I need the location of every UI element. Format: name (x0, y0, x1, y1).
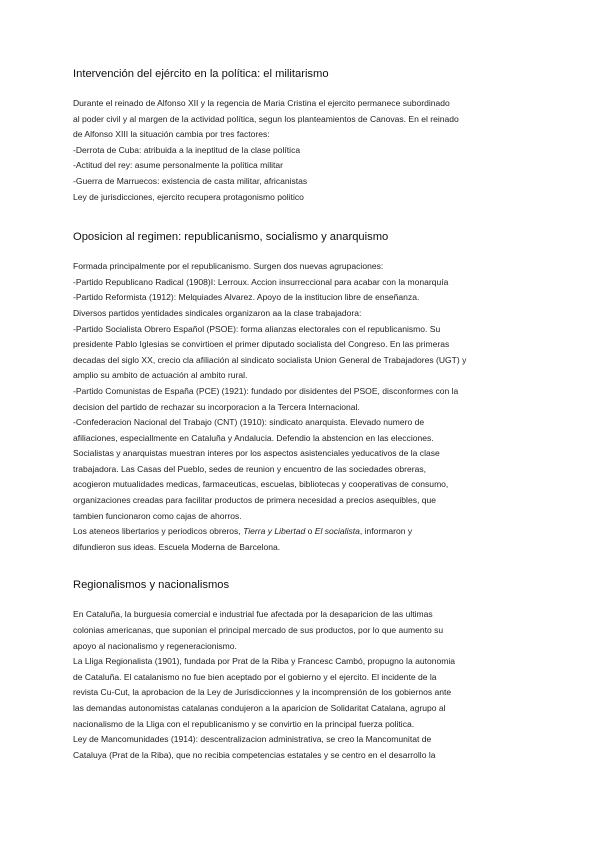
text-line: -Confederacion Nacional del Trabajo (CNT) (1910): sindicato anarquista. Elevado numero de (73, 417, 425, 428)
text-line: Ley de jurisdicciones, ejercito recupera protagonismo politico (73, 191, 304, 202)
text-fragment: , informaron y (359, 526, 413, 537)
text-line: presidente Pablo Iglesias se convirtioen el primer diputado socialista del Congreso. En las primeras (73, 339, 450, 350)
text-line: de Cataluña. El catalanismo no fue bien aceptado por el gobierno y el ejercito. El incidente de la (73, 671, 437, 682)
text-line: nacionalismo de la Lliga con el republicanismo y se convirtio en la principal fuerza politica. (73, 718, 415, 729)
text-line: amplio su ambito de actuación al ambito rural. (73, 370, 248, 381)
text-line: apoyo al nacionalismo y regeneracionismo. (73, 640, 237, 651)
text-fragment: o (305, 526, 315, 537)
text-line: decadas del siglo XX, crecio cla afiliación al sindicato socialista Union General de Trabajadores (UGT) y (73, 354, 467, 365)
text-line: trabajadora. Las Casas del Pueblo, sedes de reunion y encuentro de las sociedades obreras, (73, 463, 427, 474)
text-line: colonias americanas, que suponian el principal mercado de sus productos, por lo que aumento su (73, 625, 444, 636)
text-line: al poder civil y al margen de la actividad política, segun los planteamientos de Canovas. En el reinado (73, 113, 459, 124)
text-line: Ley de Mancomunidades (1914): descentralizacion administrativa, se creo la Mancomunitat de (73, 734, 432, 745)
text-line: Diversos partidos yentidades sindicales organizaron aa la clase trabajadora: (73, 307, 362, 318)
text-line: Durante el reinado de Alfonso XII y la regencia de Maria Cristina el ejercito permanece subordinado (73, 98, 450, 108)
text-line: tambien funcionaron como cajas de ahorros. (73, 510, 242, 521)
section-paragraphs (73, 96, 533, 205)
section-regionalismos (73, 577, 533, 763)
text-line: de Alfonso XIII la situación cambia por tres factores: (73, 129, 270, 140)
section-paragraphs (73, 259, 533, 524)
text-line: Formada principalmente por el republicanismo. Surgen dos nuevas agrupaciones: (73, 261, 384, 272)
section-militarismo (73, 66, 533, 205)
section-oposicion (73, 229, 533, 555)
text-line: revista Cu-Cut, la aprobacion de la Ley de Jurisdiccionnes y la incomprensión de los gobiernos ante (73, 687, 452, 698)
text-line-with-titles (73, 524, 533, 540)
text-line: La Lliga Regionalista (1901), fundada por Prat de la Riba y Francesc Cambó, propugno la autonomia (73, 656, 455, 667)
section-heading: Intervención del ejército en la política: el militarismo (73, 68, 329, 80)
text-line: las demandas autonomistas catalanas condujeron a la aparicion de Solidaritat Catalana, agrupo al (73, 703, 446, 713)
text-line: Socialistas y anarquistas muestran interes por los aspectos asistenciales yeducativos de la clase (73, 448, 440, 459)
text-line: -Guerra de Marruecos: existencia de casta militar, africanistas (73, 175, 308, 186)
text-line: decision del partido de rechazar su incorporacion a la Tercera Internacional. (73, 401, 360, 412)
text-line: -Partido Reformista (1912): Melquiades Alvarez. Apoyo de la institucion libre de enseñanza. (73, 292, 420, 303)
text-line: -Actitud del rey: asume personalmente la política militar (73, 160, 283, 171)
text-line: -Partido Republicano Radical (1908)I: Lerroux. Accion insurreccional para acabar con la monarquía (73, 276, 449, 287)
text-line: acogieron mutualidades medicas, farmaceuticas, escuelas, bibliotecas y cooperativas de consumo, (73, 479, 449, 490)
section-paragraphs (73, 607, 533, 763)
text-line: organizaciones creadas para facilitar productos de primera necesidad a precios asequibles, que (73, 495, 436, 506)
section-heading: Regionalismos y nacionalismos (73, 579, 230, 592)
text-line: afiliaciones, especiallmente en Cataluña y Andalucia. Defendio la abstencion en las elecciones. (73, 432, 434, 443)
text-line: -Derrota de Cuba: atribuida a la ineptitud de la clase política (73, 144, 301, 155)
newspaper-title: El socialista (314, 526, 360, 537)
text-line: -Partido Socialista Obrero Español (PSOE): forma alianzas electorales con el republicanismo. Su (73, 323, 441, 334)
newspaper-title: Tierra y Libertad (243, 526, 306, 537)
text-fragment: Los ateneos libertarios y periodicos obreros, (73, 526, 244, 537)
document-body (73, 66, 533, 787)
text-line: Cataluya (Prat de la Riba), que no recibia competencias estatales y se centro en el desarrollo la (73, 749, 436, 760)
section-heading: Oposicion al regimen: republicanismo, socialismo y anarquismo (73, 231, 389, 244)
text-line: En Cataluña, la burguesia comercial e industrial fue afectada por la desaparicion de las ultimas (73, 609, 433, 620)
text-line: -Partido Comunistas de España (PCE) (1921): fundado por disidentes del PSOE, disconformes con la (73, 385, 459, 396)
text-line: difundieron sus ideas. Escuela Moderna de Barcelona. (73, 541, 281, 552)
